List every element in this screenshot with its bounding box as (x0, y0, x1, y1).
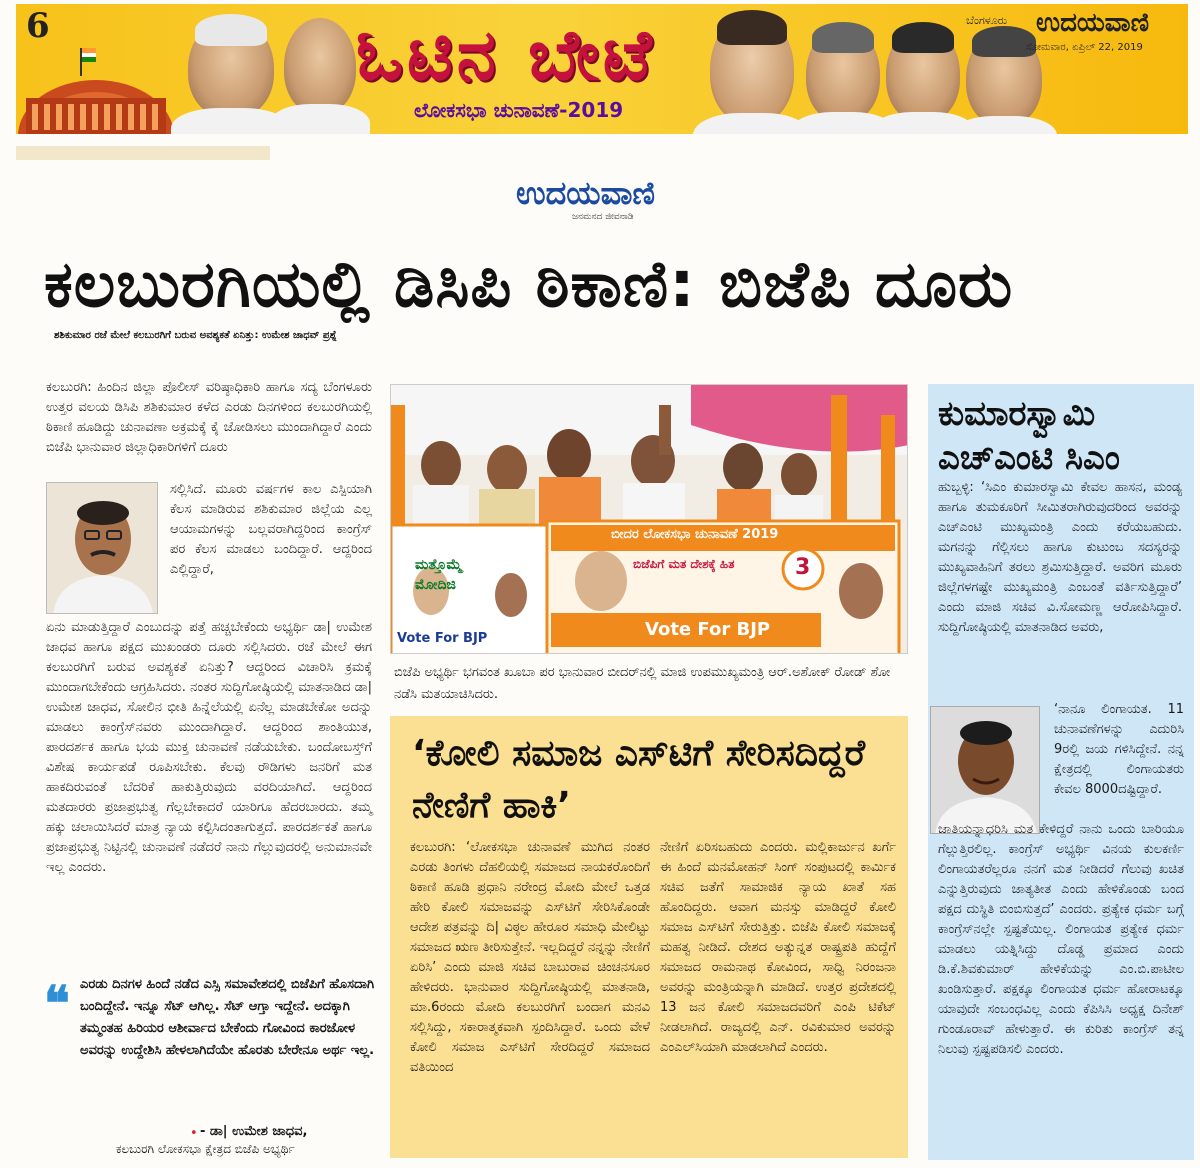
leader-portrait-1 (188, 18, 274, 118)
poster-vote-for: Vote For BJP (645, 619, 771, 640)
banner-subtitle: ಲೋಕಸಭಾ ಚುನಾವಣೆ-2019 (414, 98, 624, 122)
side-story-mid: ‘ನಾನೂ ಲಿಂಗಾಯತ. 11 ಚುನಾವಣೆಗಳನ್ನು ಎದುರಿಸಿ 9ರಲ್ಲಿ ಜಯ ಗಳಿಸಿದ್ದೇನೆ. ನನ್ನ ಕ್ಷೇತ್ರದಲ್ಲಿ ಲಿಂಗಾಯತರು ಕೇವಲ 8000ದಷ್ಟಿದ್ದಾರೆ. (1054, 702, 1184, 797)
leader-portrait-2 (284, 18, 356, 114)
side-story-body: ಜಾತಿಯನ್ನಾಧರಿಸಿ ಮತ ಕೇಳಿದ್ದರೆ ನಾನು ಒಂದು ಬಾರಿಯೂ ಗೆಲ್ಲುತ್ತಿರಲಿಲ್ಲ. ಕಾಂಗ್ರೆಸ್ ಅಭ್ಯರ್ಥಿ ವಿನಯ ಕುಲಕರ್ಣಿ ಲಿಂಗಾಯತರೆಲ್ಲರೂ ನನಗೆ ಮತ ನೀಡಿದರೆ ಗೆಲುವು ಖಚಿತ ಎನ್ನುತ್ತಿರುವುದು ಜಾತ್ಯತೀತ ಎಂದು ಹೇಳಿಕೊಂಡು ಬಂದ ಪಕ್ಷದ ದುಸ್ಥಿತಿ ಬಿಂಬಿಸುತ್ತದೆ’ ಎಂದರು. ಪ್ರತ್ಯೇಕ ಧರ್ಮ ಬಗ್ಗೆ ಕಾಂಗ್ರೆಸ್‌ನಲ್ಲೇ ಸ್ಪಷ್ಟತೆಯಿಲ್ಲ. ಲಿಂಗಾಯತ ಪ್ರತ್ಯೇಕ ಧರ್ಮ ಮಾಡಲು ಯತ್ನಿಸಿದ್ದು ದೊಡ್ಡ ಪ್ರಮಾದ ಎಂದು ಡಿ.ಕೆ.ಶಿವಕುಮಾರ್ ಹೇಳಿಕೆಯನ್ನು ಎಂ.ಬಿ.ಪಾಟೀಲ ಖಂಡಿಸುತ್ತಾರೆ. ಪಕ್ಷಕ್ಕೂ ಲಿಂಗಾಯತ ಧರ್ಮ ಹೋರಾಟಕ್ಕೂ ಯಾವುದೇ ಸಂಬಂಧವಿಲ್ಲ ಎಂದು ಕೆಪಿಸಿಸಿ ಅಧ್ಯಕ್ಷ ದಿನೇಶ್ ಗುಂಡೂರಾವ್ ಹೇಳುತ್ತಾರೆ. ಈ ಕುರಿತು ಕಾಂಗ್ರೆಸ್ ತನ್ನ ನಿಲುವು ಸ್ಪಷ್ಟಪಡಿಸಲಿ ಎಂದರು. (938, 822, 1184, 1057)
page-number: 6 (26, 6, 50, 46)
rally-photo (390, 384, 908, 654)
leader-portrait-5 (886, 26, 960, 122)
pull-quote: ಎರಡು ದಿನಗಳ ಹಿಂದೆ ನಡೆದ ಎಸ್ಸಿ ಸಮಾವೇಶದಲ್ಲಿ ಬಿಜೆಪಿಗೆ ಹೊಸದಾಗಿ ಬಂದಿದ್ದೇನೆ. ಇನ್ನೂ ಸೆಟ್ ಆಗಿಲ್ಲ. ಸೆಟ್ ಆಗ್ತಾ ಇದ್ದೇನೆ. ಅದಕ್ಕಾಗಿ ತಮ್ಮಂತಹ ಹಿರಿಯರ ಆಶೀರ್ವಾದ ಬೇಕೆಂದು ಗೋವಿಂದ ಕಾರಜೋಳ ಅವರನ್ನು ಉದ್ದೇಶಿಸಿ ಹೇಳಲಾಗಿದೆಯೇ ಹೊರತು ಬೇರೇನೂ ಅರ್ಥ ಇಲ್ಲ. (80, 977, 375, 1058)
paper-name: ಉದಯವಾಣಿ (1036, 8, 1149, 38)
quote-icon: ❝ (44, 976, 70, 1032)
banner-title: ಓಟಿನ ಬೇಟೆ (356, 14, 656, 96)
main-headline: ಕಲಬುರಗಿಯಲ್ಲಿ ಡಿಸಿಪಿ ಠಿಕಾಣಿ: ಬಿಜೆಪಿ ದೂರು (44, 248, 1014, 322)
somanna-photo (930, 706, 1040, 834)
masthead-logo: ಉದಯವಾಣಿ (516, 174, 656, 212)
koli-story-col1: ಕಲಬುರಗಿ: ‘ಲೋಕಸಭಾ ಚುನಾವಣೆ ಮುಗಿದ ನಂತರ ಎರಡು ತಿಂಗಳು ದೆಹಲಿಯಲ್ಲಿ ಸಮಾಜದ ನಾಯಕರೊಂದಿಗೆ ಠಿಕಾಣಿ ಹೂಡಿ ಪ್ರಧಾನಿ ನರೇಂದ್ರ ಮೋದಿ ಮೇಲೆ ಒತ್ತಡ ಹೇರಿ ಕೋಲಿ ಸಮಾಜವನ್ನು ಎಸ್‌ಟಿಗೆ ಸೇರಿಸಿಕೊಂಡೇ ಆದೇಶ ಪತ್ರವನ್ನು ದಿ| ವಿಠ್ಠಲ ಹೇರೂರ ಸಮಾಧಿ ಮೇಲಿಟ್ಟು ಸಮಾಜದ ಋಣ ತೀರಿಸುತ್ತೇನೆ. ಇಲ್ಲದಿದ್ದರೆ ನನ್ನನ್ನು ನೇಣಿಗೆ ಏರಿಸಿ’ ಎಂದು ಮಾಜಿ ಸಚಿವ ಬಾಬುರಾವ ಚಿಂಚನಸೂರ ಹೇಳಿದರು. ಭಾನುವಾರ ಸುದ್ದಿಗೋಷ್ಠಿಯಲ್ಲಿ ಮಾತನಾಡಿ, ಮಾ.6ರಂದು ಮೋದಿ ಕಲಬುರಗಿಗೆ ಬಂದಾಗ ಮನವಿ ಸಲ್ಲಿಸಿದ್ದು, ಸಕಾರಾತ್ಮಕವಾಗಿ ಸ್ಪಂದಿಸಿದ್ದಾರೆ. ಒಂದು ವೇಳೆ ಕೋಲಿ ಸಮಾಜ ಎಸ್‌ಟಿಗೆ ಸೇರದಿದ್ದರೆ ಸಮಾಜದ ವತಿಯಿಂದ (410, 840, 650, 1075)
quote-author-role: ಕಲಬುರಗಿ ಲೋಕಸಭಾ ಕ್ಷೇತ್ರದ ಬಿಜೆಪಿ ಅಭ್ಯರ್ಥಿ (116, 1142, 295, 1156)
leader-portrait-3 (710, 14, 794, 124)
quote-author: - ಡಾ| ಉಮೇಶ ಜಾಧವ, (200, 1124, 308, 1139)
main-story-body: ಏನು ಮಾಡುತ್ತಿದ್ದಾರೆ ಎಂಬುದನ್ನು ಪತ್ತೆ ಹಚ್ಚಬೇಕೆಂದು ಅಭ್ಯರ್ಥಿ ಡಾ| ಉಮೇಶ ಜಾಧವ ಹಾಗೂ ಪಕ್ಷದ ಮುಖಂಡರು ದೂರು ಸಲ್ಲಿಸಿದರು. ರಜೆ ಮೇಲೆ ಈಗ ಕಲಬುರಗಿಗೆ ಬರುವ ಅವಶ್ಯಕತೆ ಏನಿತ್ತು? ಆದ್ದರಿಂದ ವಿಚಾರಿಸಿ ಕ್ರಮಕ್ಕೆ ಮುಂದಾಗಬೇಕೆಂದು ಆಗ್ರಹಿಸಿದರು. ನಂತರ ಸುದ್ದಿಗೋಷ್ಠಿಯಲ್ಲಿ ಮಾತನಾಡಿದ ಡಾ| ಉಮೇಶ ಜಾಧವ, ಸೋಲಿನ ಭೀತಿ ಹಿನ್ನೆಲೆಯಲ್ಲಿ ಏನೆಲ್ಲ ಮಾಡಬೇಕೋ ಅದನ್ನು ಮಾಡಲು ಕಾಂಗ್ರೆಸ್‌ನವರು ಮುಂದಾಗಿದ್ದಾರೆ. ಆದ್ದರಿಂದ ಶಾಂತಿಯುತ, ಪಾರದರ್ಶಕ ಹಾಗೂ ಭಯ ಮುಕ್ತ ಚುನಾವಣೆ ನಡೆಯಬೇಕು. ಬಂದೋಬಸ್ತ್‌ಗೆ ವಿಶೇಷ ಕಾರ್ಯಪಡೆ ರೂಪಿಸಬೇಕು. ಕೆಲವು ರೌಡಿಗಳು ಜನರಿಗೆ ಮತ ಹಾಕದಿರುವಂತೆ ಬೆದರಿಕೆ ಹಾಕುತ್ತಿರುವುದು ವರದಿಯಾಗಿದೆ. ಆದ್ದರಿಂದ ಮತದಾರರು ಪ್ರಜಾಪ್ರಭುತ್ವ ಗೆಲ್ಲಬೇಕಾದರೆ ಯಾರಿಗೂ ಹೆದರಬಾರದು. ತಮ್ಮ ಹಕ್ಕು ಚಲಾಯಿಸಿದರೆ ಮಾತ್ರ ನ್ಯಾಯ ಕಲ್ಪಿಸಿದಂತಾಗುತ್ತದೆ. ಪಾರದರ್ಶಕತೆ ಹಾಗೂ ಪ್ರಜಾಪ್ರಭುತ್ವ ನಿಟ್ಟಿನಲ್ಲಿ ಚುನಾವಣೆ ನಡೆದರೆ ನಾನು ಗೆಲ್ಲುವುದರಲ್ಲಿ ಅನುಮಾನವೇ ಇಲ್ಲ ಎಂದರು. (46, 620, 372, 875)
main-story-mid: ಸಲ್ಲಿಸಿದೆ. ಮೂರು ವರ್ಷಗಳ ಕಾಲ ಎಸ್ಪಿಯಾಗಿ ಕೆಲಸ ಮಾಡಿರುವ ಶಶಿಕುಮಾರ ಜಿಲ್ಲೆಯ ಎಲ್ಲ ಆಯಾಮಗಳನ್ನು ಬಲ್ಲವರಾಗಿದ್ದರಿಂದ ಕಾಂಗ್ರೆಸ್ ಪರ ಕೆಲಸ ಮಾಡಲು ಬಂದಿದ್ದಾರೆ. ಆದ್ದರಿಂದ ಎಲ್ಲಿದ್ದಾರೆ, (170, 482, 372, 577)
koli-story-col2: ನೇಣಿಗೆ ಏರಿಸಬಹುದು ಎಂದರು. ಮಲ್ಲಿಕಾರ್ಜುನ ಖರ್ಗೆ ಈ ಹಿಂದೆ ಮನಮೋಹನ್ ಸಿಂಗ್ ಸಂಪುಟದಲ್ಲಿ ಕಾರ್ಮಿಕ ಸಚಿವ ಜತೆಗೆ ಸಾಮಾಜಿಕ ನ್ಯಾಯ ಖಾತೆ ಸಹ ಹೊಂದಿದ್ದರು. ಆವಾಗ ಮನಸ್ಸು ಮಾಡಿದ್ದರೆ ಕೋಲಿ ಸಮಾಜ ಎಸ್‌ಟಿಗೆ ಸೇರುತ್ತಿತ್ತು. ಬಿಜೆಪಿ ಕೋಲಿ ಸಮಾಜಕ್ಕೆ ಮಹತ್ವ ನೀಡಿದೆ. ದೇಶದ ಅತ್ಯುನ್ನತ ರಾಷ್ಟ್ರಪತಿ ಹುದ್ದೆಗೆ ಸಮಾಜದ ರಾಮನಾಥ ಕೋವಿಂದ, ಸಾಧ್ವಿ ನಿರಂಜನಾ ಅವರನ್ನು ಮಂತ್ರಿಯನ್ನಾಗಿ ಮಾಡಿದೆ. ಉತ್ತರ ಪ್ರದೇಶದಲ್ಲಿ 13 ಜನ ಕೋಲಿ ಸಮಾಜದವರಿಗೆ ಎಂಪಿ ಟಿಕೆಟ್ ನೀಡಲಾಗಿದೆ. ರಾಜ್ಯದಲ್ಲಿ ಎನ್. ರವಿಕುಮಾರ ಅವರನ್ನು ಎಂಎಲ್‌ಸಿಯಾಗಿ ಮಾಡಲಾಗಿದೆ ಎಂದರು. (660, 840, 896, 1055)
main-story-lead: ಕಲಬುರಗಿ: ಹಿಂದಿನ ಜಿಲ್ಲಾ ಪೊಲೀಸ್ ವರಿಷ್ಠಾಧಿಕಾರಿ ಹಾಗೂ ಸದ್ಯ ಬೆಂಗಳೂರು ಉತ್ತರ ವಲಯ ಡಿಸಿಪಿ ಶಶಿಕುಮಾರ ಕಳೆದ ಎರಡು ದಿನಗಳಿಂದ ಕಲಬುರಗಿಯಲ್ಲಿ ಠಿಕಾಣಿ ಹೂಡಿದ್ದು ಚುನಾವಣಾ ಅಕ್ರಮಕ್ಕೆ ಕೈ ಜೋಡಿಸಲು ಮುಂದಾಗಿದ್ದಾರೆ ಎಂದು ಬಿಜೆಪಿ ಭಾನುವಾರ ಜಿಲ್ಲಾಧಿಕಾರಿಗಳಿಗೆ ದೂರು (46, 380, 372, 455)
decorative-strip (16, 146, 270, 160)
paper-city: ಬೆಂಗಳೂರು (966, 14, 1008, 27)
poster-vote-for-left: Vote For BJP (397, 631, 488, 646)
koli-story-title: ‘ಕೋಲಿ ಸಮಾಜ ಎಸ್‌ಟಿಗೆ ಸೇರಿಸದಿದ್ದರೆ ನೇಣಿಗೆ ಹಾಕಿ’ (412, 733, 866, 826)
poster-banner-mid: ಬಿಜೆಪಿಗೆ ಮತ ದೇಶಕ್ಕೆ ಹಿತ (633, 557, 735, 571)
side-story-title: ಕುಮಾರಸ್ವಾಮಿ ಎಚ್‌ಎಂಟಿ ಸಿಎಂ (938, 394, 1120, 478)
masthead-tagline: ಜನಮನದ ಜೀವನಾಡಿ (572, 212, 634, 222)
umesh-jadhav-photo (46, 482, 158, 614)
poster-banner-top: ಬೀದರ ಲೋಕಸಭಾ ಚುನಾವಣೆ 2019 (611, 527, 779, 542)
paper-date: ಸೋಮವಾರ, ಏಪ್ರಿಲ್ 22, 2019 (1026, 42, 1143, 53)
parliament-illustration (16, 48, 196, 134)
bullet-icon: • (190, 1126, 198, 1141)
main-subheadline: ಶಶಿಕುಮಾರ ರಜೆ ಮೇಲೆ ಕಲಬುರಗಿಗೆ ಬರುವ ಅವಶ್ಯಕತೆ ಏನಿತ್ತು: ಉಮೇಶ ಜಾಧವ್ ಪ್ರಶ್ನೆ (54, 330, 337, 341)
election-banner (16, 4, 1188, 134)
leader-portrait-4 (806, 26, 880, 122)
poster-banner-left: ಮತ್ತೊಮ್ಮೆ ಮೋದಿಜಿ (415, 557, 463, 593)
side-story-lead: ಹುಬ್ಬಳ್ಳಿ: ‘ಸಿಎಂ ಕುಮಾರಸ್ವಾಮಿ ಕೇವಲ ಹಾಸನ, ಮಂಡ್ಯ ಹಾಗೂ ತುಮಕೂರಿಗೆ ಸೀಮಿತರಾಗಿರುವುದರಿಂದ ಅವರನ್ನು ಎಚ್‌ಎಂಟಿ ಮುಖ್ಯಮಂತ್ರಿ ಎಂದು ಕರೆಯಬಹುದು. ಮಗನನ್ನು ಗೆಲ್ಲಿಸಲು ಹಾಗೂ ಕುಟುಂಬ ಸದಸ್ಯರನ್ನು ಮುಖ್ಯವಾಹಿನಿಗೆ ತರಲು ಶ್ರಮಿಸುತ್ತಿದ್ದಾರೆ. ಅವರಿಗ ಮೂರು ಜಿಲ್ಲೆಗಳಗಷ್ಟೇ ಮುಖ್ಯಮಂತ್ರಿ ಎಂಬಂತೆ ವರ್ತಿಸುತ್ತಿದ್ದಾರೆ’ ಎಂದು ಮಾಜಿ ಸಚಿವ ವಿ.ಸೋಮಣ್ಣ ಆರೋಪಿಸಿದ್ದಾರೆ. ಸುದ್ದಿಗೋಷ್ಠಿಯಲ್ಲಿ ಮಾತನಾಡಿದ ಅವರು, (938, 480, 1182, 635)
poster-ballot-number: 3 (795, 555, 811, 580)
photo-caption: ಬಿಜೆಪಿ ಅಭ್ಯರ್ಥಿ ಭಗವಂತ ಖೂಬಾ ಪರ ಭಾನುವಾರ ಬೀದರ್‌ನಲ್ಲಿ ಮಾಜಿ ಉಪಮುಖ್ಯಮಂತ್ರಿ ಆರ್.ಅಶೋಕ್ ರೋಡ್ ಶೋ ನಡೆಸಿ ಮತಯಾಚಿಸಿದರು. (394, 665, 891, 702)
